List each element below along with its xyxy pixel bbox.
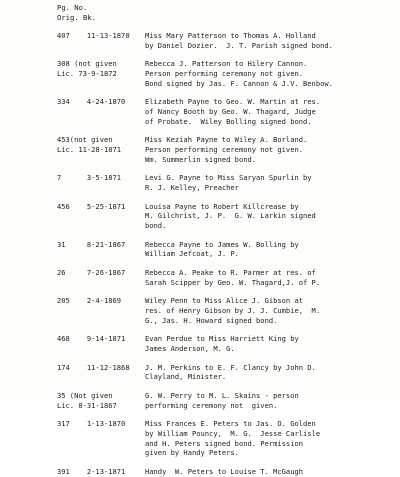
reference-line: 308 (not given bbox=[57, 59, 117, 69]
record-reference bbox=[57, 135, 145, 154]
record-reference bbox=[57, 296, 145, 306]
record-text-line: and H. Peters signed bond. Permission bbox=[145, 438, 304, 448]
reference-line: 7 3-5-1871 bbox=[57, 173, 122, 183]
record-reference bbox=[57, 391, 145, 410]
record-text bbox=[145, 419, 390, 457]
record-text bbox=[145, 363, 390, 382]
record-text-line: James Anderson, M. G. bbox=[145, 343, 235, 353]
record-reference bbox=[57, 240, 145, 250]
record-entry bbox=[57, 363, 392, 382]
record-entry bbox=[57, 173, 392, 192]
record-text bbox=[145, 202, 390, 231]
record-text-line: Miss Frances E. Peters to Jas. O. Golden bbox=[145, 419, 316, 429]
record-reference bbox=[57, 363, 145, 373]
record-entry bbox=[57, 31, 392, 50]
record-entry bbox=[57, 240, 392, 259]
record-entry bbox=[57, 296, 392, 325]
reference-line: 31 8-21-1867 bbox=[57, 239, 126, 249]
record-reference bbox=[57, 334, 145, 344]
record-entry bbox=[57, 334, 392, 353]
record-text-line: given by Handy Peters. bbox=[145, 448, 239, 458]
record-text bbox=[145, 391, 390, 410]
record-text-line: res. of Henry Gibson by J. J. Cumbie, M. bbox=[145, 305, 321, 315]
record-text bbox=[145, 467, 390, 477]
reference-line: 26 7-26-1867 bbox=[57, 268, 126, 277]
record-text-line: Person performing ceremony not given. bbox=[145, 68, 304, 78]
reference-line: Lic. 73-9-1872 bbox=[57, 68, 117, 78]
record-reference bbox=[57, 97, 145, 107]
record-text bbox=[145, 240, 390, 259]
record-text-line: J. M. Perkins to E. F. Clancy by John D. bbox=[145, 362, 316, 372]
record-text-line: of Nancy Booth by Geo. W. Thagard, Judge bbox=[145, 106, 316, 116]
record-reference bbox=[57, 202, 145, 212]
record-text bbox=[145, 173, 390, 192]
reference-line: Lic. 8-31-1867 bbox=[57, 400, 117, 410]
reference-line: 453(not given bbox=[57, 135, 113, 145]
record-text-line: Miss Keziah Payne to Wiley A. Borland. bbox=[145, 135, 308, 145]
record-text-line: Wm. Summerlin signed bond. bbox=[145, 154, 257, 164]
record-text bbox=[145, 334, 390, 353]
record-text bbox=[145, 59, 390, 88]
record-text bbox=[145, 268, 390, 287]
record-reference bbox=[57, 467, 145, 477]
header-original-book: Orig. Bk. bbox=[57, 13, 96, 22]
record-entry bbox=[57, 467, 392, 477]
record-entry bbox=[57, 202, 392, 231]
record-text bbox=[145, 31, 390, 50]
reference-line: 205 2-4-1869 bbox=[57, 296, 122, 306]
record-text-line: Rebecca A. Peake to R. Parmer at res. of bbox=[145, 268, 316, 277]
record-text bbox=[145, 97, 390, 126]
record-text-line: of Probate. Wiley Bolling signed bond. bbox=[145, 116, 312, 126]
record-text-line: Evan Perdue to Miss Harriett King by bbox=[145, 334, 299, 344]
faint-stamp bbox=[330, 4, 390, 26]
record-text-line: Levi G. Payne to Miss Saryan Spurlin by bbox=[145, 173, 312, 183]
reference-line: 407 11-13-1870 bbox=[57, 31, 130, 40]
record-reference bbox=[57, 31, 145, 41]
record-reference bbox=[57, 173, 145, 183]
record-text-line: by William Pouncy, M. G. Jesse Carlisle bbox=[145, 429, 321, 439]
record-text-line: Miss Mary Patterson to Thomas A. Holland bbox=[145, 31, 316, 40]
record-text-line: Sarah Scipper by Geo. W. Thagard,J. of P. bbox=[145, 277, 321, 287]
record-reference bbox=[57, 59, 145, 78]
reference-line: 456 5-25-1871 bbox=[57, 201, 126, 211]
record-entry bbox=[57, 97, 392, 126]
record-text-line: Louisa Payne to Robert Killcrease by bbox=[145, 201, 299, 211]
record-text-line: bond. bbox=[145, 220, 167, 230]
record-reference bbox=[57, 268, 145, 278]
record-text bbox=[145, 135, 390, 164]
marriage-record-list bbox=[57, 31, 392, 477]
record-text-line: R. J. Kelley, Preacher bbox=[145, 182, 239, 192]
record-text bbox=[145, 296, 390, 325]
header-page-number: Pg. No. bbox=[57, 3, 88, 12]
reference-line: 174 11-12-1868 bbox=[57, 362, 130, 372]
record-text-line: Handy W. Peters to Louise T. McGaugh bbox=[145, 467, 304, 477]
record-reference bbox=[57, 419, 145, 429]
record-text-line: G., Jas. H. Howard signed bond. bbox=[145, 315, 278, 325]
reference-line: 391 2-13-1871 bbox=[57, 467, 126, 477]
record-text-line: Rebecca Payne to James W. Bolling by bbox=[145, 239, 299, 249]
record-text-line: G. W. Perry to M. L. Skains - person bbox=[145, 391, 299, 401]
reference-line: Lic. 11-28-1871 bbox=[57, 144, 122, 154]
record-text-line: by Daniel Dozier. J. T. Parish signed bond. bbox=[145, 40, 333, 50]
record-text-line: William Jefcoat, J. P. bbox=[145, 249, 239, 259]
record-entry bbox=[57, 59, 392, 88]
reference-line: 35 (Not given bbox=[57, 391, 113, 401]
record-entry bbox=[57, 419, 392, 457]
record-entry bbox=[57, 391, 392, 410]
reference-line: 468 9-14-1871 bbox=[57, 334, 126, 344]
record-text-line: Clayland, Minister. bbox=[145, 372, 227, 382]
record-text-line: Person performing ceremony not given. bbox=[145, 144, 304, 154]
record-entry bbox=[57, 135, 392, 164]
record-text-line: Wiley Penn to Miss Alice J. Gibson at bbox=[145, 296, 304, 306]
record-text-line: Elizabeth Payne to Geo. W. Martin at res. bbox=[145, 97, 321, 107]
reference-line: 317 1-13-1870 bbox=[57, 419, 126, 429]
reference-line: 334 4-24-1870 bbox=[57, 97, 126, 107]
record-text-line: Rebecca J. Patterson to Hilery Cannon. bbox=[145, 59, 308, 69]
record-text-line: Bond signed by Jas. F. Cannon & J.V. Benbow. bbox=[145, 78, 333, 88]
record-text-line: performing ceremony not given. bbox=[145, 400, 278, 410]
column-header bbox=[57, 3, 96, 23]
record-text-line: M. Gilchrist, J. P. G. W. Larkin signed bbox=[145, 211, 316, 221]
record-entry bbox=[57, 268, 392, 287]
